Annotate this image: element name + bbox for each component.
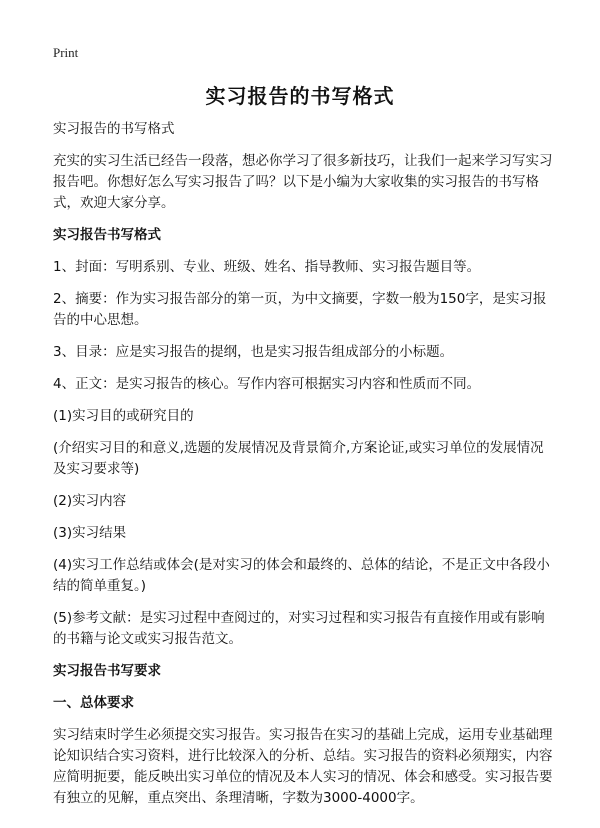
requirements-paragraph: 实习结束时学生必须提交实习报告。实习报告在实习的基础上完成，运用专业基础理论知识结合实习资料，进行比较深入的分析、总结。实习报告的资料必须翔实，内容应简明扼要，能反映出实习单位的情况及本人实习的情况、体会和感受。实习报告要有独立的见解，重点突出、条理清晰，字数为3000-4000字。 bbox=[53, 727, 553, 806]
list-item: 1、封面：写明系别、专业、班级、姓名、指导教师、实习报告题目等。 bbox=[53, 259, 481, 275]
list-item: (2)实习内容 bbox=[53, 493, 127, 509]
list-item: (4)实习工作总结或体会(是对实习的体会和最终的、总体的结论，不是正文中各段小结的简单重复。) bbox=[53, 557, 550, 594]
list-item: 3、目录：应是实习报告的提纲，也是实习报告组成部分的小标题。 bbox=[53, 344, 454, 360]
list-item: 4、正文：是实习报告的核心。写作内容可根据实习内容和性质而不同。 bbox=[53, 376, 481, 392]
document-subtitle: 实习报告的书写格式 bbox=[53, 121, 175, 137]
list-item: (1)实习目的或研究目的 bbox=[53, 408, 194, 424]
section-heading-requirements: 实习报告书写要求 bbox=[53, 663, 161, 679]
document-title: 实习报告的书写格式 bbox=[205, 84, 395, 108]
list-item: 2、摘要：作为实习报告部分的第一页，为中文摘要，字数一般为150字，是实习报告的中心思想。 bbox=[53, 291, 547, 328]
section-heading-format: 实习报告书写格式 bbox=[53, 227, 161, 243]
list-item: (5)参考文献：是实习过程中查阅过的，对实习过程和实习报告有直接作用或有影响的书籍与论文或实习报告范文。 bbox=[53, 610, 545, 647]
list-item: (3)实习结果 bbox=[53, 525, 127, 541]
list-item: (介绍实习目的和意义,选题的发展情况及背景简介,方案论证,或实习单位的发展情况及实习要求等) bbox=[53, 440, 544, 477]
document-body bbox=[53, 119, 553, 820]
print-link[interactable]: Print bbox=[53, 45, 79, 60]
subsection-heading: 一、总体要求 bbox=[53, 695, 134, 711]
intro-paragraph: 充实的实习生活已经告一段落，想必你学习了很多新技巧，让我们一起来学习写实习报告吧。你想好怎么写实习报告了吗？以下是小编为大家收集的实习报告的书写格式，欢迎大家分享。 bbox=[53, 153, 553, 211]
